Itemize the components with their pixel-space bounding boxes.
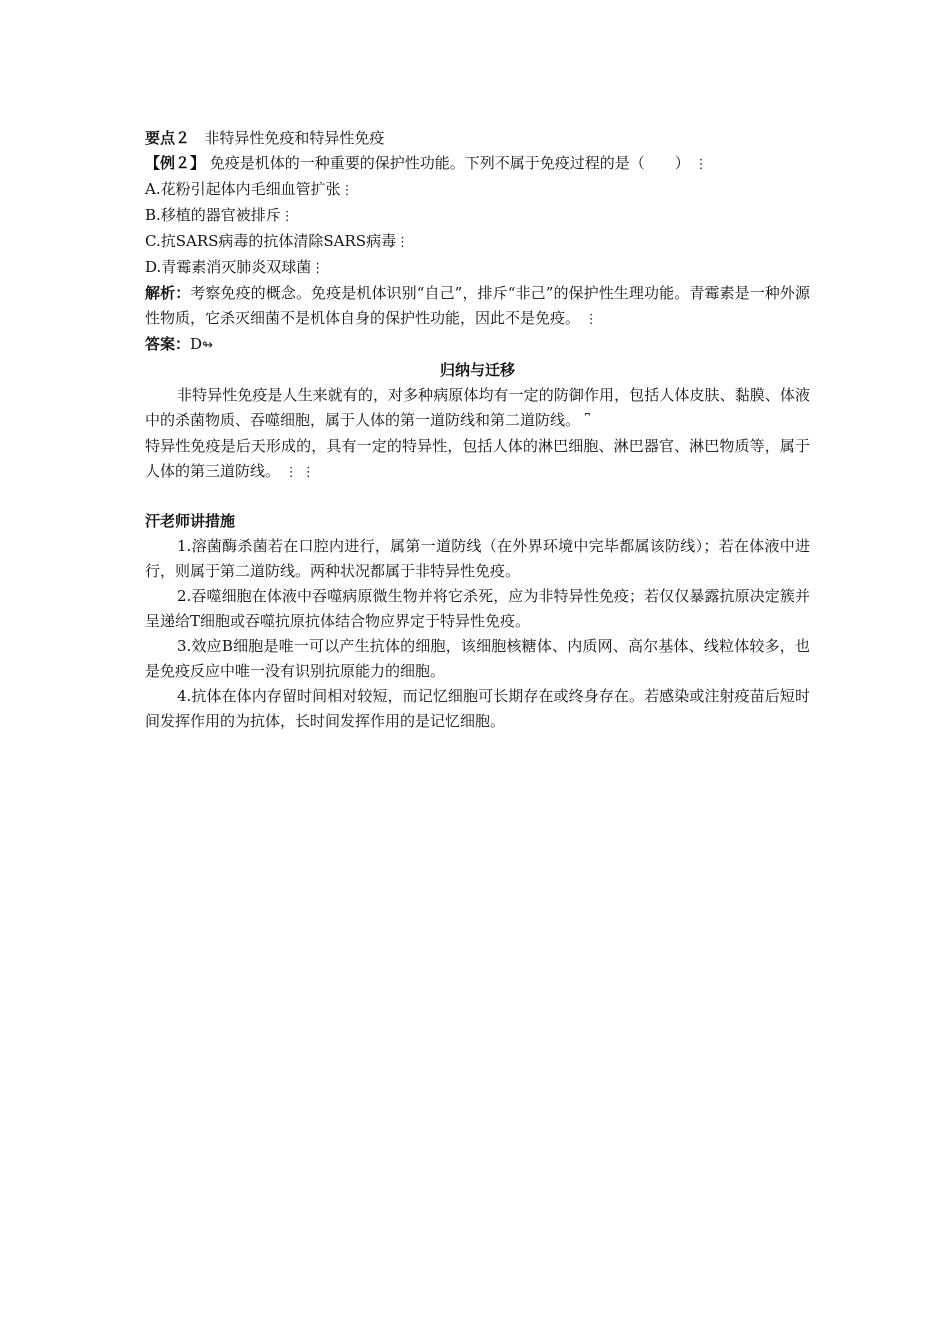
teacher-item-2: 2.吞噬细胞在体液中吞噬病原微生物并将它杀死，应为非特异性免疫；若仅仅暴露抗原决定簇并呈递给T细胞或吞噬抗原抗体结合物应界定于特异性免疫。: [145, 587, 810, 630]
paragraph-mark-icon: ⋮: [396, 235, 410, 250]
summary-paragraph-2-text: 特异性免疫是后天形成的，具有一定的特异性，包括人体的淋巴细胞、淋巴器官、淋巴物质等，属于人体的第三道防线。: [145, 437, 810, 480]
paragraph-mark-icon: ⋮: [280, 209, 294, 224]
summary-title: 归纳与迁移: [439, 361, 515, 379]
summary-paragraph-2: [145, 434, 810, 485]
paragraph-mark-icon: ⋮ ⋮: [284, 465, 315, 480]
paragraph-mark-icon: ⋮: [584, 312, 598, 327]
paragraph-mark-icon: ⋮: [311, 261, 325, 276]
section-heading-title: 非特异性免疫和特异性免疫: [204, 129, 385, 147]
answer: [145, 332, 810, 358]
option-d-text: D.青霉素消灭肺炎双球菌: [145, 258, 312, 276]
answer-value: D: [190, 335, 203, 353]
paragraph-mark-icon: ⋮: [340, 183, 354, 198]
example-label: 【例２】: [145, 154, 206, 172]
section-heading: [145, 126, 810, 151]
teacher-item-3: 3.效应B细胞是唯一可以产生抗体的细胞，该细胞核糖体、内质网、高尔基体、线粒体较多，也是免疫反应中唯一没有识别抗原能力的细胞。: [145, 637, 810, 680]
analysis-text: 考察免疫的概念。免疫是机体识别“自己”，排斥“非己”的保护性生理功能。青霉素是一种外源性物质，它杀灭细菌不是机体自身的保护性功能，因此不是免疫。: [145, 284, 810, 327]
teacher-item-4: 4.抗体在体内存留时间相对较短，而记忆细胞可长期存在或终身存在。若感染或注射疫苗后短时间发挥作用的为抗体，长时间发挥作用的是记忆细胞。: [145, 687, 810, 730]
squiggle-mark-icon: ↬: [202, 338, 213, 353]
paragraph-mark-icon: ⋮: [694, 157, 708, 172]
option-c-text: C.抗SARS病毒的抗体清除SARS病毒: [145, 232, 397, 250]
option-b-text: B.移植的器官被排斥: [145, 206, 281, 224]
option-b: [145, 203, 810, 229]
option-c: [145, 229, 810, 255]
analysis: [145, 281, 810, 332]
spacer: [145, 485, 810, 509]
example-question: [145, 151, 810, 177]
section-heading-label: 要点２: [145, 129, 191, 147]
option-d: [145, 255, 810, 281]
teacher-item-1: 1.溶菌酶杀菌若在口腔内进行，属第一道防线（在外界环境中完毕都属该防线）；若在体液中进行，则属于第二道防线。两种状况都属于非特异性免疫。: [145, 537, 810, 580]
bracket-mark-icon: ⎴: [584, 414, 590, 429]
example-question-text: 免疫是机体的一种重要的保护性功能。下列不属于免疫过程的是（ ）: [209, 154, 690, 172]
document-content: [145, 126, 810, 734]
summary-paragraph-1-text: 非特异性免疫是人生来就有的，对多种病原体均有一定的防御作用，包括人体皮肤、黏膜、体液中的杀菌物质、吞噬细胞，属于人体的第一道防线和第二道防线。: [145, 386, 810, 429]
summary-paragraph-1: [145, 383, 810, 434]
teacher-title: 汗老师讲措施: [145, 512, 236, 530]
option-a: [145, 177, 810, 203]
analysis-label: 解析：: [145, 284, 191, 302]
answer-label: 答案：: [145, 335, 191, 353]
option-a-text: A.花粉引起体内毛细血管扩张: [145, 180, 341, 198]
